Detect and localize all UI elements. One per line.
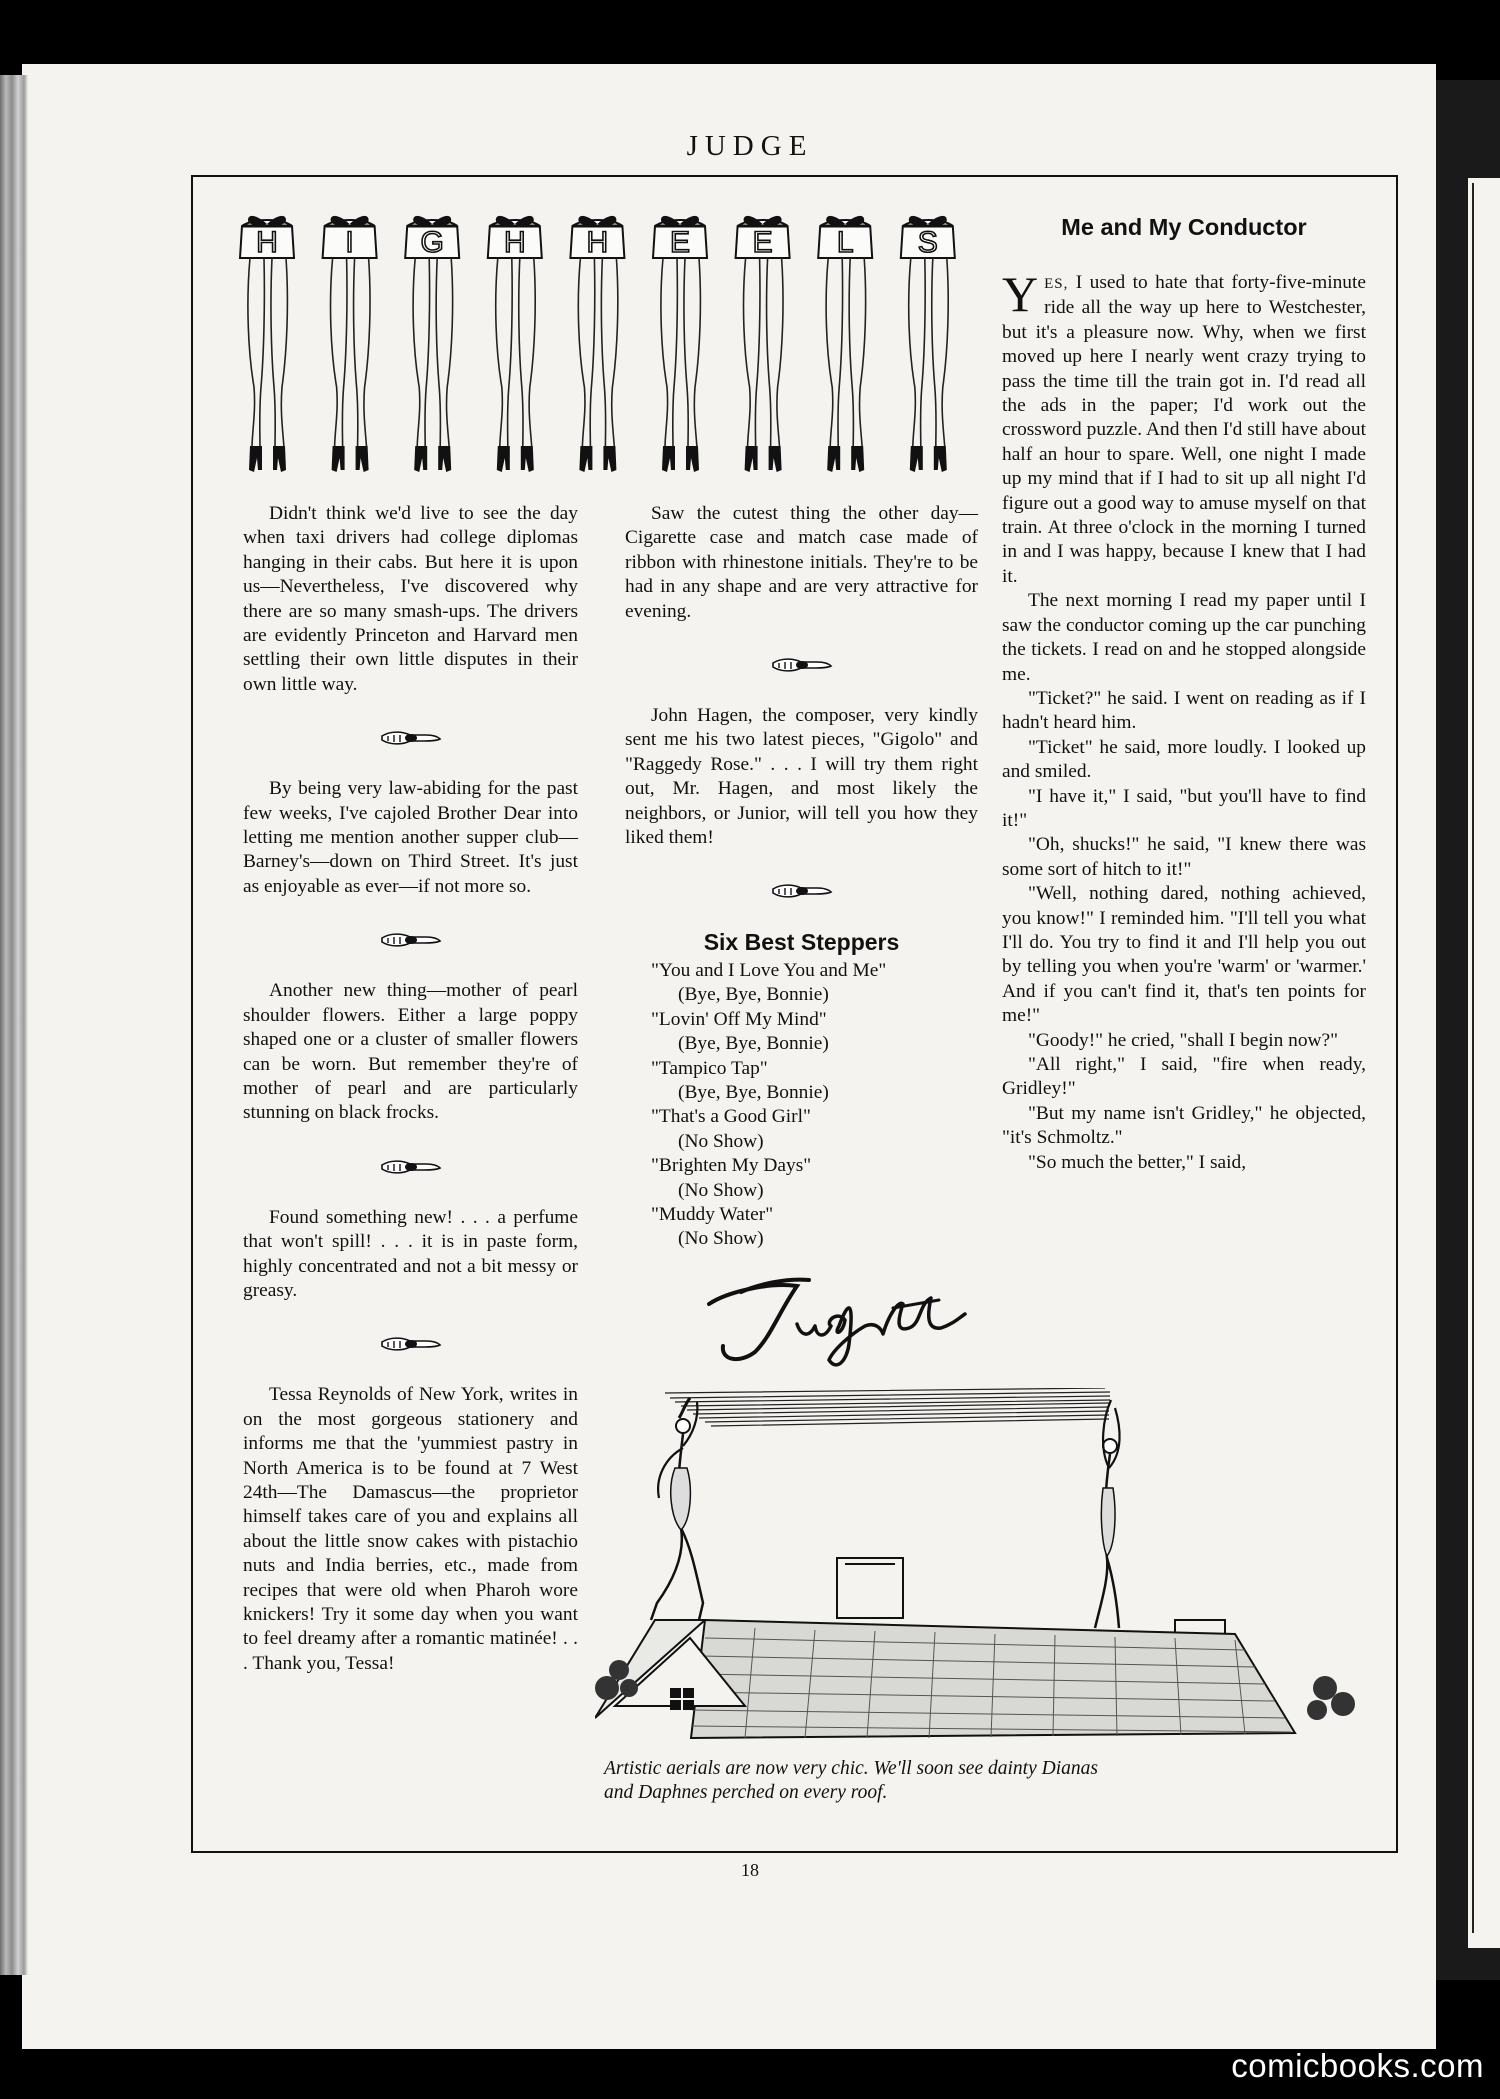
conductor-first-paragraph	[1002, 266, 1366, 589]
song-show: (No Show)	[678, 1130, 764, 1152]
heel-letter-text: E	[752, 226, 773, 259]
ornament-spacer	[243, 1178, 578, 1206]
small-caps-lead: ES,	[1044, 276, 1069, 292]
ornament-spacer	[625, 902, 978, 930]
conductor-paragraph: "Goody!" he cried, "shall I begin now?"	[1028, 1029, 1339, 1051]
heel-leg-letter	[405, 216, 459, 472]
song-show: (No Show)	[678, 1179, 764, 1201]
high-heels-header-art	[225, 212, 968, 484]
ornament-spacer	[243, 1303, 578, 1333]
ornament-spacer	[243, 899, 578, 929]
song-title: "You and I Love You and Me"	[651, 959, 887, 981]
pointing-hand-icon	[380, 929, 442, 951]
rooftop-aerial-cartoon	[595, 1388, 1365, 1760]
conductor-paragraph: "I have it," I said, "but you'll have to find it!"	[1002, 785, 1366, 831]
song-show: (No Show)	[678, 1228, 764, 1250]
heel-letter-text: L	[836, 226, 854, 259]
song-title: "Lovin' Off My Mind"	[651, 1008, 827, 1030]
pointing-hand-icon	[771, 880, 833, 902]
conductor-paragraph: "Ticket" he said, more loudly. I looked up and smiled.	[1002, 736, 1366, 783]
column-middle	[625, 502, 978, 1252]
caption-line-2: and Daphnes perched on every roof.	[604, 1782, 888, 1803]
middle-column-paragraph: John Hagen, the composer, very kindly sent me his two latest pieces, "Gigolo" and "Raggedy Rose." . . . I will try them right out, Mr. Hagen, and most likely the neighbors, or Junior, will tell you how they liked them!	[625, 705, 978, 849]
heel-letter-text: S	[917, 226, 938, 259]
next-page-border	[1472, 183, 1474, 1933]
ornament-spacer	[243, 951, 578, 979]
song-show: (Bye, Bye, Bonnie)	[678, 984, 829, 1006]
column-right	[1002, 266, 1366, 1175]
conductor-paragraph: "All right," I said, "fire when ready, Gridley!"	[1002, 1054, 1366, 1100]
six-best-steppers-heading: Six Best Steppers	[703, 929, 900, 956]
conductor-story-title: Me and My Conductor	[1061, 214, 1307, 240]
song-title: "Brighten My Days"	[651, 1155, 812, 1177]
left-column-paragraph: Found something new! . . . a perfume that won't spill! . . . it is in paste form, highly concentrated and not a bit messy or greasy.	[243, 1206, 578, 1301]
left-column-paragraph: Didn't think we'd live to see the day when taxi drivers had college diplomas hanging in their cabs. But here it is upon us—Nevertheless, I've discovered why there are so many smash-ups. The drivers are evidently Princeton and Harvard men settling their own little disputes in their own little way.	[243, 503, 578, 695]
first-paragraph-text: I used to hate that forty-five-minute ride all the way up here to Westchester, but it's a pleasure now. Why, when we first moved up here I nearly went crazy trying to pass the time till the train got in. I'd read all the ads in the paper; I'd work out the crossword puzzle. And then I'd still have about half an hour to spare. Well, one night I made up my mind that if I had to sit up all night I'd figure out a good way to amuse myself on that train. At three o'clock in the morning I turned in and I was happy, because I knew that I had it.	[1002, 272, 1366, 587]
ornament-spacer	[625, 676, 978, 704]
conductor-paragraph: "Oh, shucks!" he said, "I knew there was some sort of hitch to it!"	[1002, 834, 1366, 880]
song-title: "Muddy Water"	[651, 1203, 774, 1225]
heel-letter-text: I	[345, 226, 354, 259]
conductor-paragraph: "Well, nothing dared, nothing achieved, you know!" I reminded him. "I'll tell you what I'll do. You try to find it and I'll help you out by telling you when you're 'warm' or 'warmer.' And if you can't find it, that's ten points for me!"	[1002, 883, 1366, 1027]
ornament-spacer	[243, 1126, 578, 1156]
heel-letter-text: H	[503, 226, 526, 259]
drop-cap: Y	[1002, 266, 1039, 322]
pointing-hand-icon	[771, 654, 833, 676]
conductor-paragraph: "So much the better," I said,	[1028, 1151, 1247, 1173]
song-show: (Bye, Bye, Bonnie)	[678, 1033, 829, 1055]
running-head: JUDGE	[686, 130, 814, 162]
heel-leg-letter	[323, 216, 377, 472]
song-title: "That's a Good Girl"	[651, 1106, 811, 1128]
pointing-hand-icon	[380, 1333, 442, 1355]
ornament-spacer	[625, 850, 978, 880]
page-edge-left	[0, 75, 28, 1975]
heel-leg-letter	[240, 216, 294, 472]
cartoon-caption	[604, 1757, 1364, 1805]
heel-letter-text: G	[420, 226, 444, 259]
left-column-paragraph: Another new thing—mother of pearl shoulder flowers. Either a large poppy shaped one or a cluster of smaller flowers can be worn. But remember they're of mother of pearl and are particularly stunning on black frocks.	[243, 980, 578, 1124]
heel-letter-text: E	[669, 226, 691, 259]
left-column-paragraph: Tessa Reynolds of New York, writes in on the most gorgeous stationery and informs me that the 'yummiest pastry in North America is to be found at 7 West 24th—The Damascus—the proprietor himself takes care of you and explains all about the little snow cakes with pistachio nuts and India berries, etc., made from recipes that were old when Pharoh wore knickers! Try it some day when you want to feel dreamy after a romantic matinée! . . . Thank you, Tessa!	[243, 1384, 578, 1674]
judgette-signature	[697, 1264, 997, 1379]
song-show: (Bye, Bye, Bonnie)	[678, 1081, 829, 1103]
left-column-paragraph: By being very law-abiding for the past few weeks, I've cajoled Brother Dear into letting me mention another supper club—Barney's—down on Third Street. It's just as enjoyable as ever—if not more so.	[243, 778, 578, 897]
heel-letter-text: H	[586, 226, 609, 259]
conductor-paragraph: "But my name isn't Gridley," he objected, "it's Schmoltz."	[1002, 1102, 1366, 1149]
ornament-spacer	[243, 697, 578, 727]
heel-letter-text: H	[256, 226, 278, 259]
heel-leg-letter	[818, 216, 872, 472]
heel-leg-letter	[653, 216, 707, 472]
heel-leg-letter	[736, 216, 790, 472]
ornament-spacer	[625, 624, 978, 654]
heel-leg-letter	[901, 216, 955, 472]
middle-column-paragraph: Saw the cutest thing the other day—Cigarette case and match case made of ribbon with rhinestone initials. They're to be had in any shape and are very attractive for evening.	[625, 503, 978, 622]
song-title: "Tampico Tap"	[651, 1057, 768, 1079]
heel-leg-letter	[488, 216, 542, 472]
conductor-paragraph: "Ticket?" he said. I went on reading as if I hadn't heard him.	[1002, 687, 1366, 734]
watermark: comicbooks.com	[1231, 2047, 1484, 2084]
column-left	[243, 502, 578, 1676]
heel-leg-letter	[570, 216, 624, 472]
caption-line-1: Artistic aerials are now very chic. We'll soon see dainty Dianas	[604, 1758, 1098, 1779]
pointing-hand-icon	[380, 727, 442, 749]
ornament-spacer	[243, 1355, 578, 1383]
page-number: 18	[741, 1860, 759, 1880]
pointing-hand-icon	[380, 1156, 442, 1178]
conductor-paragraph: The next morning I read my paper until I saw the conductor coming up the car punching the tickets. I read on and he stopped alongside me.	[1002, 590, 1366, 685]
ornament-spacer	[243, 749, 578, 777]
